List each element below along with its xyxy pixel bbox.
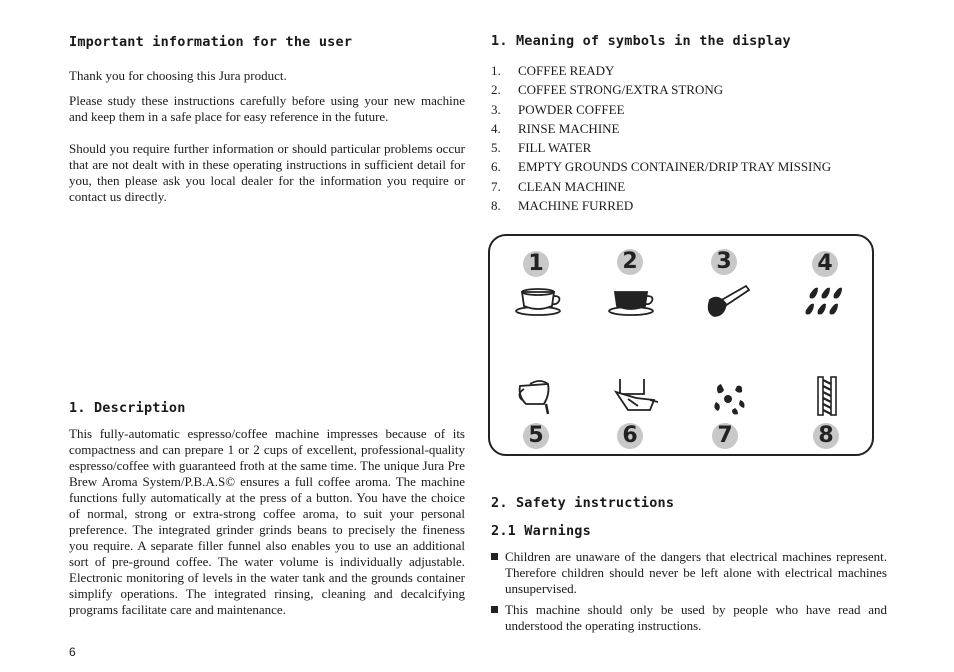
bullet-square-icon bbox=[491, 553, 498, 560]
powder-scoop-icon bbox=[709, 286, 749, 316]
svg-text:6: 6 bbox=[622, 423, 638, 448]
study-paragraph: Please study these instructions carefully before using your new machine and keep them in a safe place for easy reference in the future. bbox=[69, 93, 465, 124]
svg-text:1: 1 bbox=[528, 251, 544, 276]
svg-text:7: 7 bbox=[717, 423, 733, 448]
further-paragraph: Should you require further information or should particular problems occur that are not dealt with in these operating instructions in sufficient detail for you, then please ask you local dealer for the information you require or contact us directly. bbox=[69, 141, 465, 204]
list-item: 3. POWDER COFFEE bbox=[491, 101, 625, 117]
safety-heading: 2. Safety instructions bbox=[491, 495, 675, 511]
bullet-square-icon bbox=[491, 606, 498, 613]
svg-text:5: 5 bbox=[528, 423, 544, 448]
svg-text:3: 3 bbox=[716, 249, 732, 274]
important-heading: Important information for the user bbox=[69, 34, 353, 50]
badge-1 bbox=[523, 251, 549, 277]
badge-4 bbox=[812, 251, 838, 277]
list-item: 8. MACHINE FURRED bbox=[491, 198, 634, 214]
badge-5 bbox=[523, 423, 549, 449]
cleaning-tablet-icon bbox=[714, 384, 744, 415]
symbols-heading: 1. Meaning of symbols in the display bbox=[491, 33, 791, 49]
thanks-paragraph: Thank you for choosing this Jura product. bbox=[69, 68, 287, 83]
list-item: 6. EMPTY GROUNDS CONTAINER/DRIP TRAY MISSING bbox=[491, 159, 832, 175]
symbols-list bbox=[491, 61, 831, 215]
svg-text:2: 2 bbox=[622, 249, 638, 274]
warning-item-1: Children are unaware of the dangers that electrical machines represent. Therefore children should never be left alone with electrical machines unsupervised. bbox=[505, 549, 887, 597]
svg-text:8: 8 bbox=[818, 423, 834, 448]
warnings-heading: 2.1 Warnings bbox=[491, 523, 591, 539]
svg-text:4: 4 bbox=[817, 251, 833, 276]
display-symbols-graphic bbox=[488, 234, 874, 456]
description-heading: 1. Description bbox=[69, 400, 186, 416]
badge-8 bbox=[813, 423, 839, 449]
badge-7 bbox=[712, 423, 738, 449]
list-item: 5. FILL WATER bbox=[491, 140, 592, 156]
page-number: 6 bbox=[69, 645, 76, 659]
furred-pipe-icon bbox=[818, 377, 836, 415]
rinse-drops-icon bbox=[806, 288, 843, 315]
list-item: 4. RINSE MACHINE bbox=[491, 120, 620, 136]
warning-item-2: This machine should only be used by people who have read and understood the operating instructions. bbox=[505, 602, 887, 634]
badge-6 bbox=[617, 423, 643, 449]
list-item: 1. COFFEE READY bbox=[491, 63, 615, 78]
badge-3 bbox=[711, 249, 737, 275]
list-item: 7. CLEAN MACHINE bbox=[491, 178, 626, 194]
water-jug-icon bbox=[519, 381, 548, 414]
description-paragraph: This fully-automatic espresso/coffee machine impresses because of its compactness and can prepare 1 or 2 cups of excellent, professional-quality espresso/coffee with guaranteed froth at the same time. The unique Jura Pre Brew Aroma System/P.B.A.S© ensures a full coffee aroma. The machine functions fully automatically at the press of a button. You have the choice of normal, strong or extra-strong coffee aroma, to suit your personal preference. The integrated grinder grinds beans to precisely the fineness you require. A separate filler funnel also enables you to use an additional sort of pre-ground coffee. The water volume is individually adjustable. Electronic monitoring of levels in the water tank and the grounds container simplify operations. The integrated rinsing, cleaning and decalcifying programs facilitate care and maintenance. bbox=[69, 426, 465, 617]
grounds-container-icon bbox=[616, 379, 658, 410]
strong-cup-icon bbox=[609, 292, 653, 315]
cup-icon bbox=[516, 289, 560, 315]
list-item: 2. COFFEE STRONG/EXTRA STRONG bbox=[491, 82, 724, 98]
badge-2 bbox=[617, 249, 643, 275]
